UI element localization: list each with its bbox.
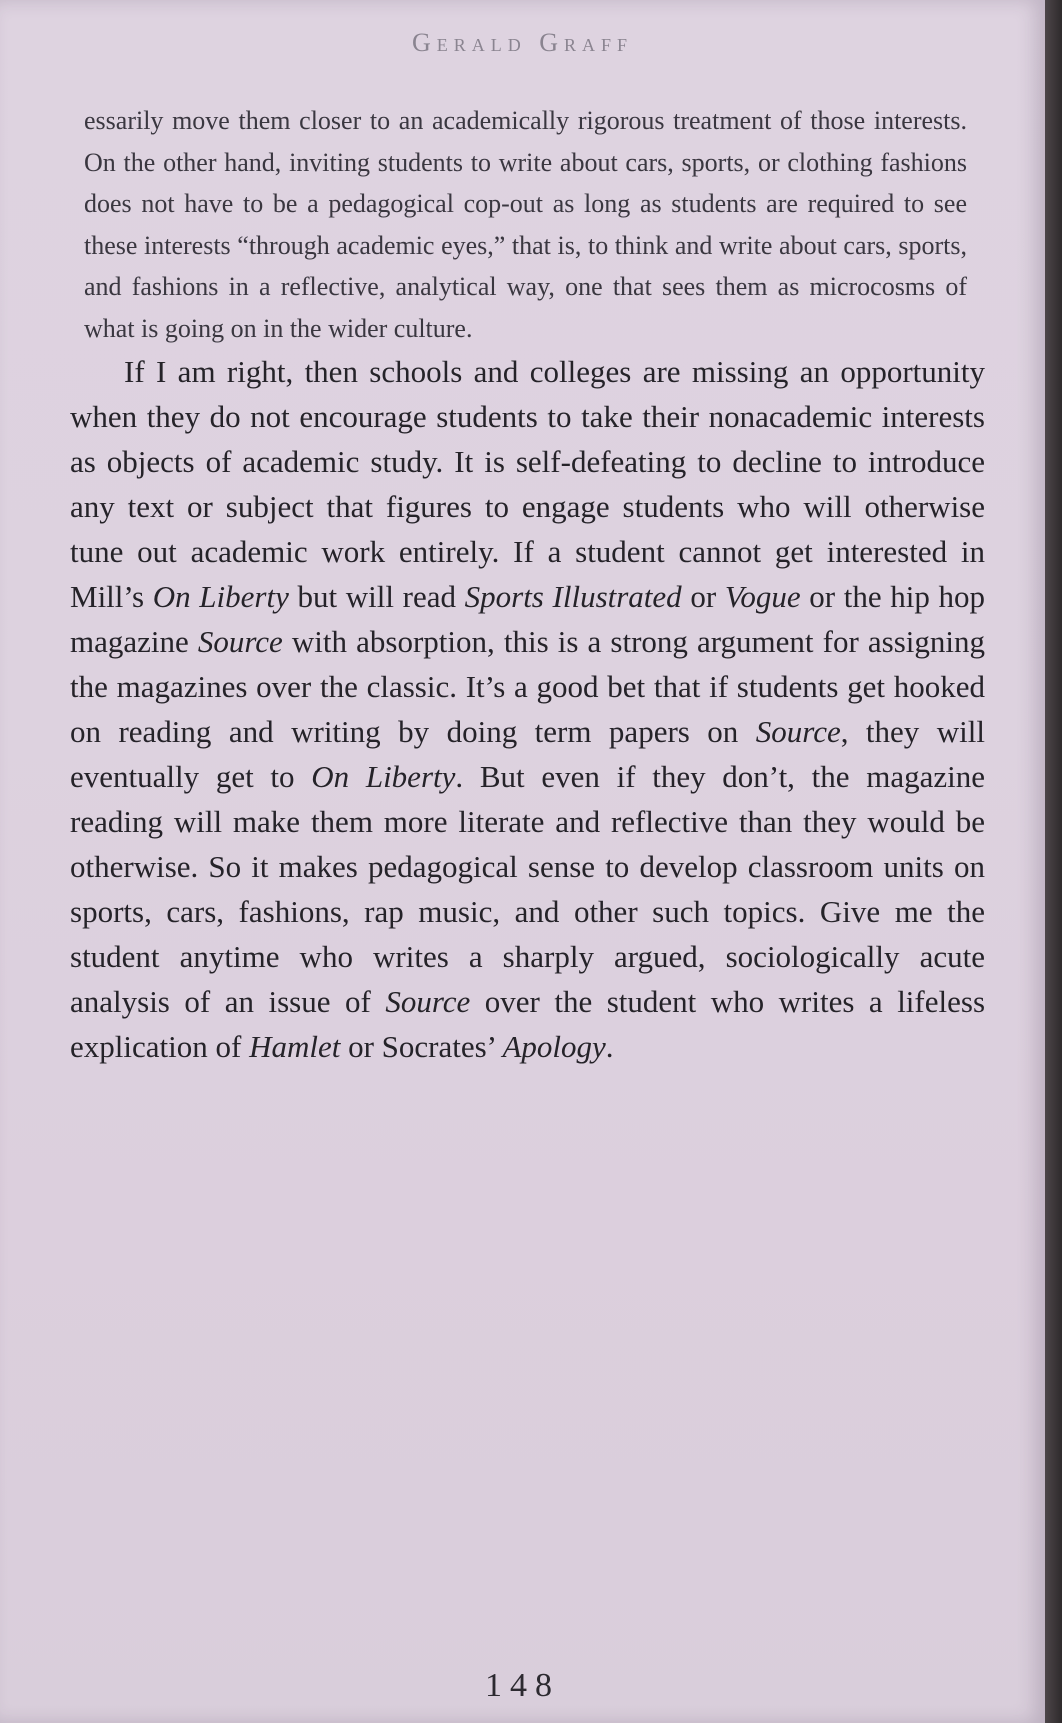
body-text [70,100,985,1069]
title-on-liberty: On Liberty [311,759,456,794]
para2-text-5: with absorption, this is a strong argument for assigning the magazines over the classic. It’s a good bet that if students get hooked on reading and writing by doing term papers on [70,624,985,749]
title-on-liberty: On Liberty [152,579,289,614]
para2-text-1: If I am right, then schools and colleges are missing an opportunity when they do not encourage students to take their nonacademic interests as objects of academic study. It is self-defeating to decline to introduce any text or subject that figures to engage students who will otherwise tune out academic work entirely. If a student cannot get interested in Mill’s [70,354,985,614]
title-hamlet: Hamlet [249,1029,341,1064]
para2-text-4: or the hip hop magazine [70,579,986,659]
title-source: Source [385,984,471,1019]
para2-text-8: over the student who writes a lifeless explication of [70,984,986,1064]
title-sports-illustrated: Sports Illustrated [464,579,682,614]
title-source: Source [755,714,841,749]
para2-text-3: or [681,579,725,614]
para2-text-9: or Socrates’ [340,1029,503,1064]
para2-text-2: but will read [288,579,465,614]
para2-text-10: . [605,1029,614,1064]
page-edge-shadow [1045,0,1062,1723]
title-vogue: Vogue [724,579,801,614]
paragraph-2 [70,349,985,1069]
paragraph-1: essarily move them closer to an academically rigorous treatment of those interests. On the other hand, inviting students to write about cars, sports, or clothing fashions does not have to be a pedagogical cop-out as long as students are required to see these interests “through academic eyes,” that is, to think and write about cars, sports, and fashions in a reflective, analytical way, one that sees them as microcosms of what is going on in the wider culture. [84,106,967,343]
para2-text-7: . But even if they don’t, the magazine reading will make them more literate and reflective than they would be otherwise. So it makes pedagogical sense to develop classroom units on sports, cars, fashions, rap music, and other such topics. Give me the student anytime who writes a sharply argued, sociologically acute analysis of an issue of [70,759,985,1019]
para2-text-6: , they will eventually get to [70,714,985,794]
running-head: Gerald Graff [411,28,634,57]
page-number: 148 [485,1667,560,1704]
title-apology: Apology [502,1029,606,1064]
title-source: Source [197,624,283,659]
